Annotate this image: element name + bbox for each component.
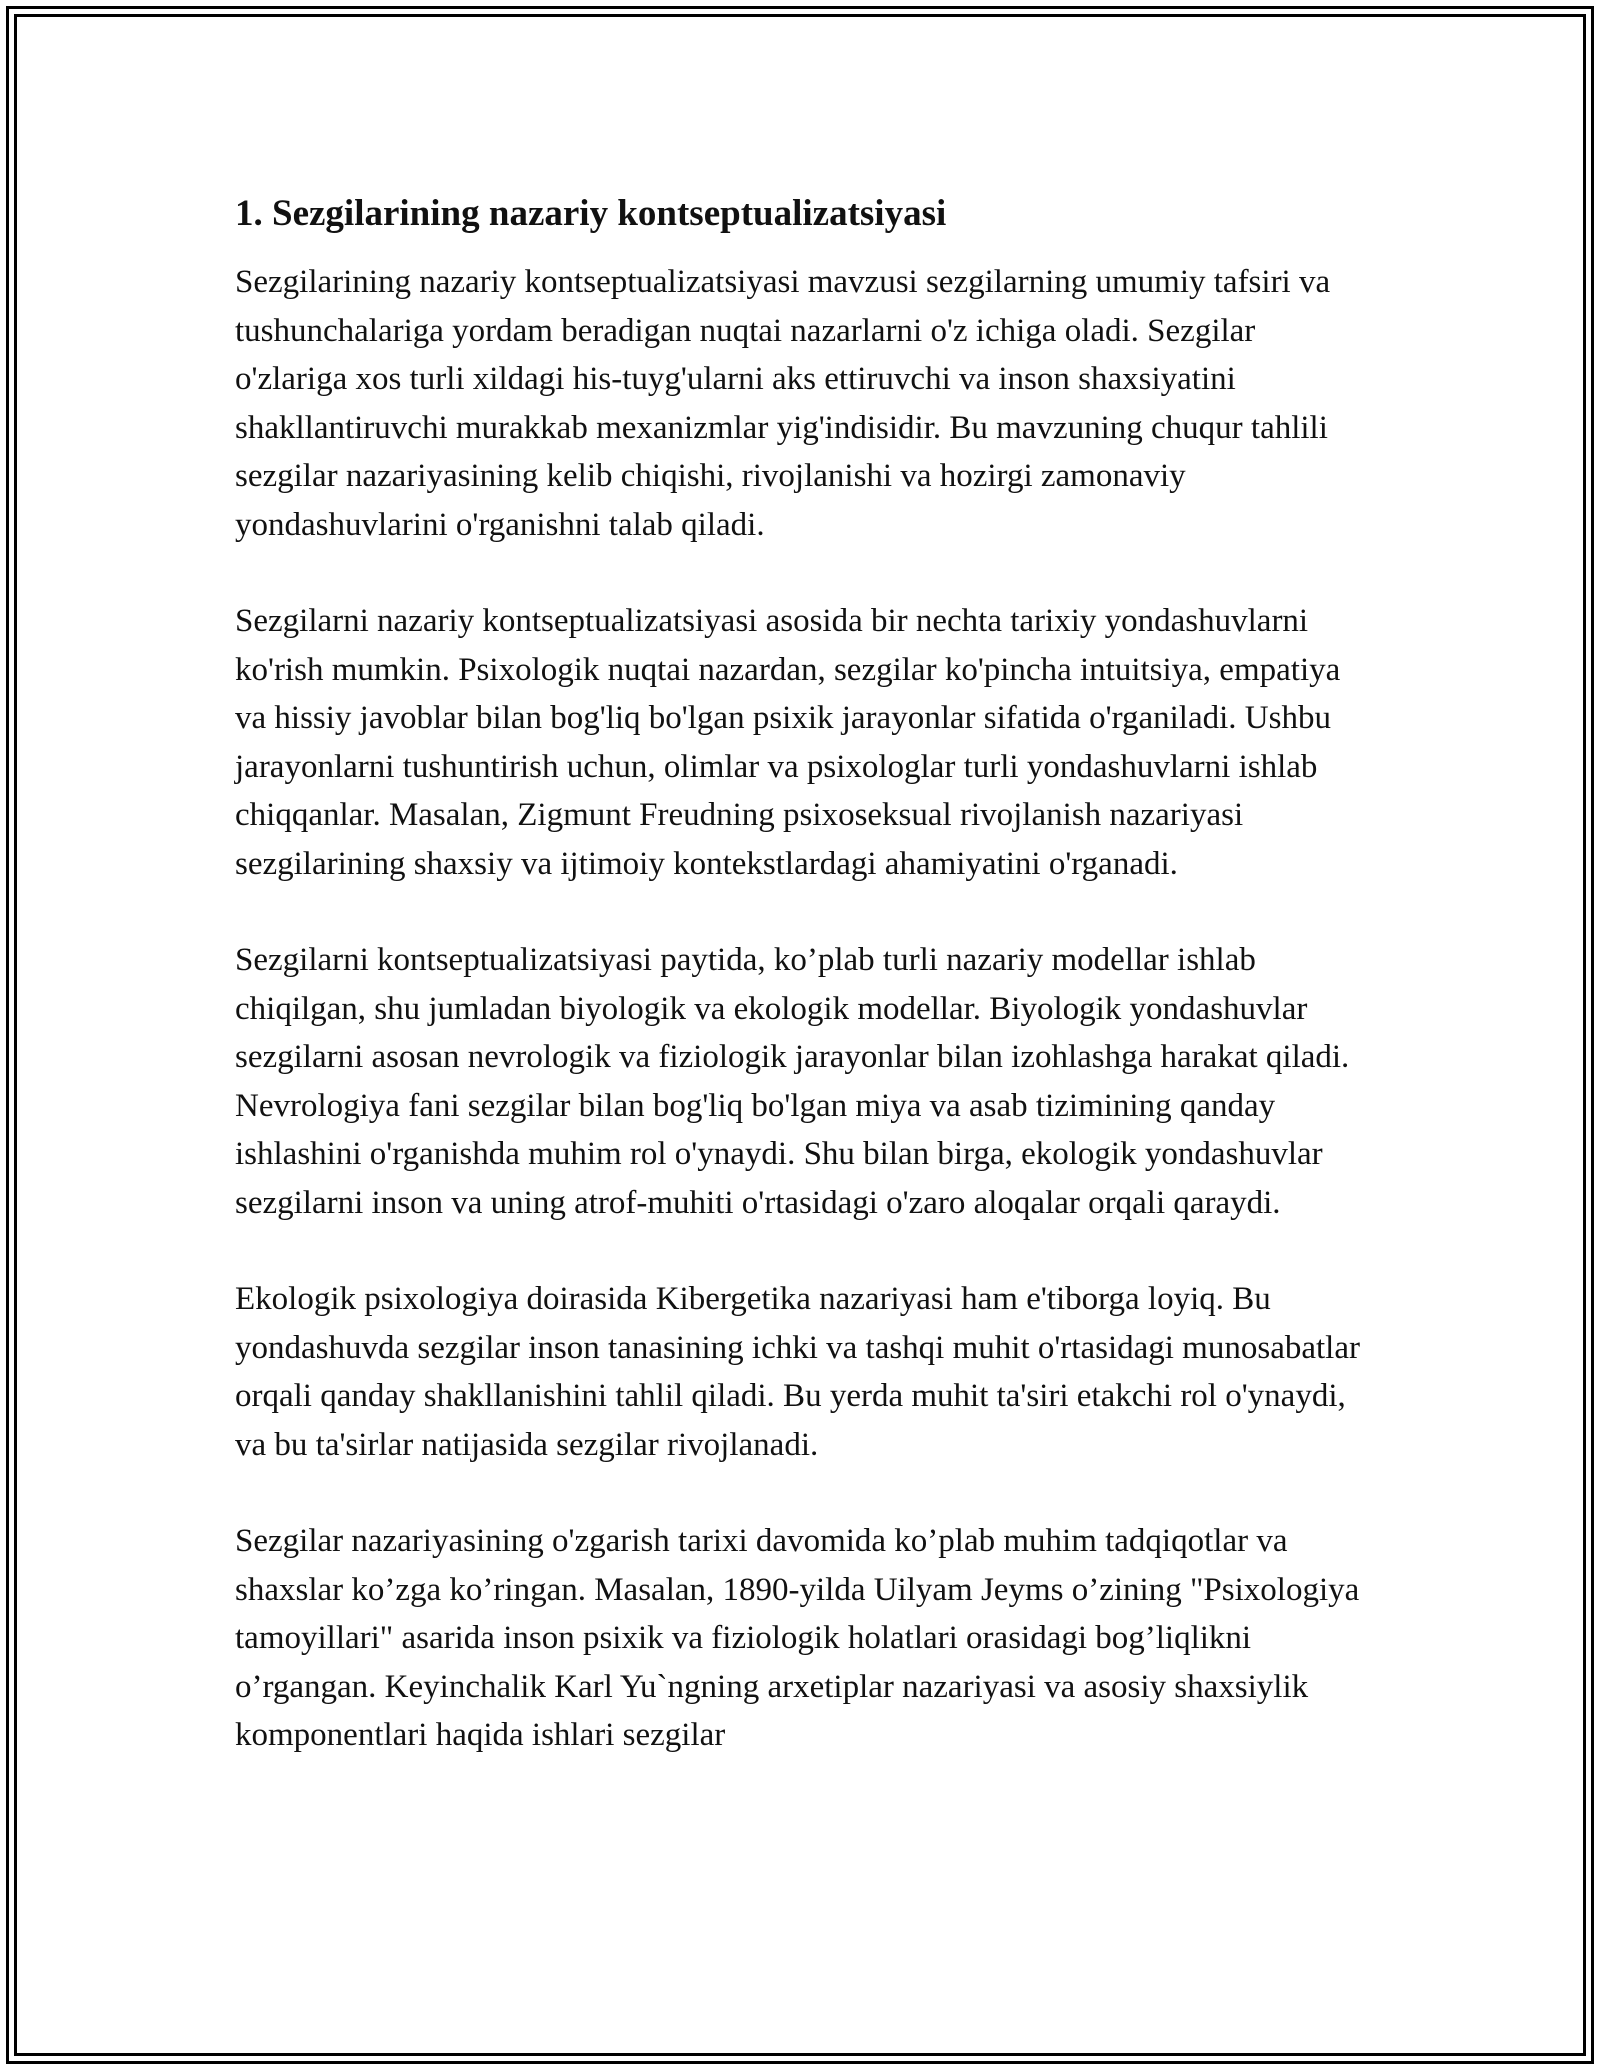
document-body bbox=[235, 188, 1367, 1760]
section-heading: 1. Sezgilarining nazariy kontseptualizatsiyasi bbox=[235, 193, 947, 234]
paragraph-3: Sezgilarni kontseptualizatsiyasi paytida, ko’plab turli nazariy modellar ishlab chiqilgan, shu jumladan biyologik va ekologik modellar. Biyologik yondashuvlar sezgilarni asosan nevrologik va fiziologik jarayonlar bilan izohlashga harakat qiladi. Nevrologiya fani sezgilar bilan bog'liq bo'lgan miya va asab tizimining qanday ishlashini o'rganishda muhim rol o'ynaydi. Shu bilan birga, ekologik yondashuvlar sezgilarni inson va uning atrof-muhiti o'rtasidagi o'zaro aloqalar orqali qaraydi. bbox=[235, 942, 1350, 1221]
paragraph-2: Sezgilarni nazariy kontseptualizatsiyasi asosida bir nechta tarixiy yondashuvlarni ko'rish mumkin. Psixologik nuqtai nazardan, sezgilar ko'pincha intuitsiya, empatiya va hissiy javoblar bilan bog'liq bo'lgan psixik jarayonlar sifatida o'rganiladi. Ushbu jarayonlarni tushuntirish uchun, olimlar va psixologlar turli yondashuvlarni ishlab chiqqanlar. Masalan, Zigmunt Freudning psixoseksual rivojlanish nazariyasi sezgilarining shaxsiy va ijtimoiy kontekstlardagi ahamiyatini o'rganadi. bbox=[235, 603, 1341, 882]
paragraph-4: Ekologik psixologiya doirasida Kibergetika nazariyasi ham e'tiborga loyiq. Bu yondashuvda sezgilar inson tanasining ichki va tashqi muhit o'rtasidagi munosabatlar orqali qanday shakllanishini tahlil qiladi. Bu yerda muhit ta'siri etakchi rol o'ynaydi, va bu ta'sirlar natijasida sezgilar rivojlanadi. bbox=[235, 1281, 1360, 1463]
paragraph-1: Sezgilarining nazariy kontseptualizatsiyasi mavzusi sezgilarning umumiy tafsiri va tushunchalariga yordam beradigan nuqtai nazarlarni o'z ichiga oladi. Sezgilar o'zlariga xos turli xildagi his-tuyg'ularni aks ettiruvchi va inson shaxsiyatini shakllantiruvchi murakkab mexanizmlar yig'indisidir. Bu mavzuning chuqur tahlili sezgilar nazariyasining kelib chiqishi, rivojlanishi va hozirgi zamonaviy yondashuvlarini o'rganishni talab qiladi. bbox=[235, 264, 1331, 543]
paragraph-5: Sezgilar nazariyasining o'zgarish tarixi davomida ko’plab muhim tadqiqotlar va shaxslar ko’zga ko’ringan. Masalan, 1890-yilda Uilyam Jeyms o’zining "Psixologiya tamoyillari" asarida inson psixik va fiziologik holatlari orasidagi bog’liqlikni o’rgangan. Keyinchalik Karl Yu`ngning arxetiplar nazariyasi va asosiy shaxsiylik komponentlari haqida ishlari sezgilar bbox=[235, 1523, 1360, 1753]
